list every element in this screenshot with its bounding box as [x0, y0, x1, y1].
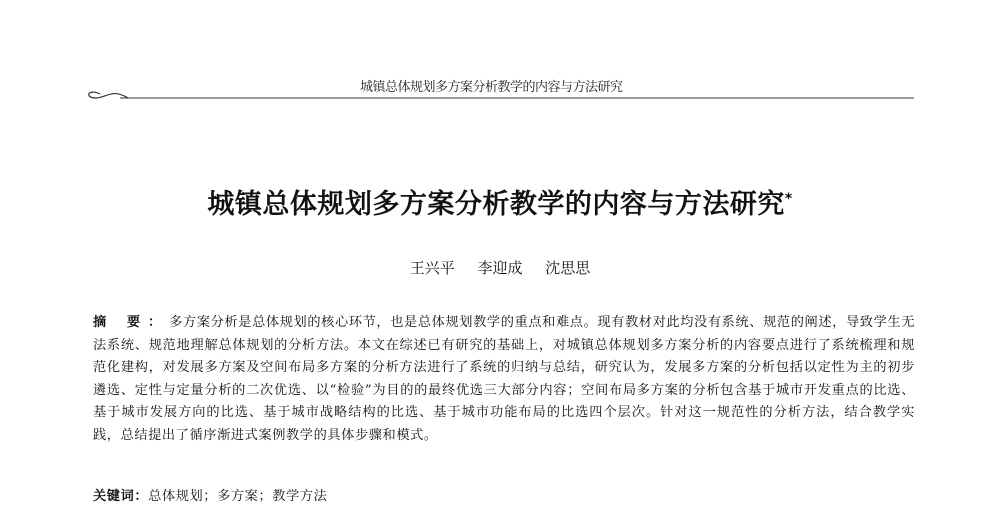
- keywords-text: 总体规划；多方案；教学方法: [148, 489, 328, 504]
- author-name: 王兴平: [409, 259, 455, 277]
- page-title: [0, 182, 1000, 221]
- keywords: [93, 486, 915, 508]
- running-header: [0, 76, 1000, 106]
- title-footnote-mark: *: [784, 191, 793, 207]
- running-header-title: 城镇总体规划多方案分析教学的内容与方法研究: [360, 80, 623, 95]
- abstract: [93, 312, 915, 447]
- abstract-label: 摘 要：: [93, 315, 170, 330]
- abstract-text: 多方案分析是总体规划的核心环节，也是总体规划教学的重点和难点。现有教材对此均没有系统、规范的阐述，导致学生无法系统、规范地理解总体规划的分析方法。本文在综述已有研究的基础上，对城镇总体规划多方案分析的内容要点进行了系统梳理和规范化建构，对发展多方案及空间布局多方案的分析方法进行了系统的归纳与总结，研究认为，发展多方案的分析包括以定性为主的初步遴选、定性与定量分析的二次优选、以“检验”为目的的最终优选三大部分内容；空间布局多方案的分析包含基于城市开发重点的比选、基于城市发展方向的比选、基于城市战略结构的比选、基于城市功能布局的比选四个层次。针对这一规范性的分析方法，结合教学实践，总结提出了循序渐进式案例教学的具体步骤和模式。: [93, 315, 915, 443]
- author-list: [0, 257, 1000, 278]
- title-text: 城镇总体规划多方案分析教学的内容与方法研究: [207, 189, 785, 220]
- keywords-label: 关键词：: [93, 489, 149, 504]
- author-name: 李迎成: [477, 259, 523, 277]
- author-name: 沈思思: [545, 259, 591, 277]
